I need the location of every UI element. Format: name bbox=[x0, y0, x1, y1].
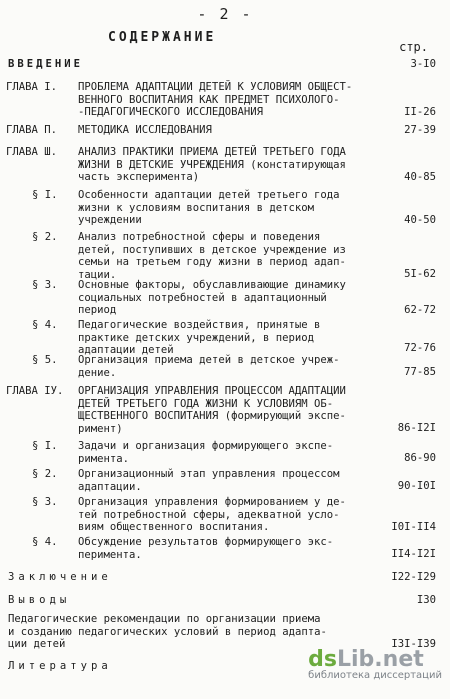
toc-entry-pages: II-26 bbox=[404, 106, 436, 118]
page-number: - 2 - bbox=[197, 5, 253, 23]
toc-entry-label: § 4. bbox=[32, 319, 58, 331]
toc-entry-text: Основные факторы, обуславливающие динамику социальных потребностей в адаптационный период bbox=[78, 279, 346, 316]
toc-entry-pages: 40-50 bbox=[404, 214, 436, 226]
toc-entry-pages: II4-I2I bbox=[391, 548, 436, 560]
toc-entry-text: АНАЛИЗ ПРАКТИКИ ПРИЕМА ДЕТЕЙ ТРЕТЬЕГО ГОДА ЖИЗНИ В ДЕТСКИЕ УЧРЕЖДЕНИЯ (констатирующая часть эксперимента) bbox=[78, 146, 346, 183]
toc-entry-label: ГЛАВА П. bbox=[6, 124, 58, 136]
toc-entry-text: ОРГАНИЗАЦИЯ УПРАВЛЕНИЯ ПРОЦЕССОМ АДАПТАЦИИ ДЕТЕЙ ТРЕТЬЕГО ГОДА ЖИЗНИ К УСЛОВИЯМ ОБ- ЩЕСТВЕННОГО ВОСПИТАНИЯ (формирующий экспе- римент) bbox=[78, 385, 346, 435]
watermark-logo bbox=[308, 647, 442, 681]
toc-entry-label: ГЛАВА Ш. bbox=[6, 146, 58, 158]
toc-entry-text: Особенности адаптации детей третьего года жизни к условиям воспитания в детском учреждении bbox=[78, 189, 340, 226]
toc-entry-pages: 27-39 bbox=[404, 124, 436, 136]
toc-entry-pages: 77-85 bbox=[404, 366, 436, 378]
toc-entry-label: ГЛАВА I. bbox=[6, 81, 58, 93]
pages-column-header: стр. bbox=[399, 40, 428, 54]
watermark-tagline: библиотека диссертаций bbox=[308, 670, 442, 681]
toc-entry-pages: I30 bbox=[416, 594, 436, 606]
toc-entry-text: Выводы bbox=[8, 594, 71, 606]
toc-entry-text: ВВЕДЕНИЕ bbox=[8, 58, 84, 70]
toc-entry-pages: 86-90 bbox=[404, 452, 436, 464]
toc-entry-label: § 2. bbox=[32, 231, 58, 243]
toc-entry-text: Анализ потребностной сферы и поведения детей, поступивших в детское учреждение из семьи на третьем году жизни в период адап- тации. bbox=[78, 231, 346, 281]
toc-entry-text: Педагогические воздействия, принятые в практике детских учреждений, в период адаптации детей bbox=[78, 319, 321, 356]
toc-entry-pages: 90-I0I bbox=[397, 480, 436, 492]
toc-entry-text: ПРОБЛЕМА АДАПТАЦИИ ДЕТЕЙ К УСЛОВИЯМ ОБЩЕСТ- ВЕННОГО ВОСПИТАНИЯ КАК ПРЕДМЕТ ПСИХОЛОГО- -ПЕДАГОГИЧЕСКОГО ИССЛЕДОВАНИЯ bbox=[78, 81, 353, 118]
toc-entry-text: Организация управления формированием у де- тей потребностной сферы, адекватной усло- виям общественного воспитания. bbox=[78, 496, 346, 533]
toc-entry-label: § 3. bbox=[32, 279, 58, 291]
toc-entry-text: Обсуждение результатов формирующего экс- перимента. bbox=[78, 536, 334, 561]
toc-entry-label: § I. bbox=[32, 189, 58, 201]
toc-entry-label: § 2. bbox=[32, 468, 58, 480]
toc-entry-pages: 72-76 bbox=[404, 342, 436, 354]
watermark-brand: dsLib.net bbox=[308, 647, 424, 672]
toc-entry-pages: 40-85 bbox=[404, 171, 436, 183]
toc-entry-label: § 4. bbox=[32, 536, 58, 548]
toc-entry-text: Организационный этап управления процессом адаптации. bbox=[78, 468, 340, 493]
toc-entry-pages: 3-I0 bbox=[410, 58, 436, 70]
toc-entry-label: § 3. bbox=[32, 496, 58, 508]
toc-entry-pages: 86-I2I bbox=[397, 422, 436, 434]
toc-entry-label: § 5. bbox=[32, 354, 58, 366]
toc-entry-text: Педагогические рекомендации по организации приема и созданию педагогических условий в период адапта- ции детей bbox=[8, 613, 327, 650]
toc-entry-text: Организация приема детей в детское учреж- дение. bbox=[78, 354, 340, 379]
toc-entry-pages: I22-I29 bbox=[391, 571, 436, 583]
toc-entry-pages: I0I-II4 bbox=[391, 521, 436, 533]
toc-entry-label: ГЛАВА IУ. bbox=[6, 385, 64, 397]
toc-entry-label: § I. bbox=[32, 440, 58, 452]
page-title: СОДЕРЖАНИЕ bbox=[108, 30, 217, 45]
toc-entry-pages: 62-72 bbox=[404, 304, 436, 316]
toc-entry-pages: I3I-I39 bbox=[391, 638, 436, 650]
toc-entry-pages: 5I-62 bbox=[404, 268, 436, 280]
toc-entry-text: Задачи и организация формирующего экспе- римента. bbox=[78, 440, 334, 465]
toc-entry-text: Заключение bbox=[8, 571, 112, 583]
toc-entry-text: МЕТОДИКА ИССЛЕДОВАНИЯ bbox=[78, 124, 212, 136]
toc-entry-text: Литература bbox=[8, 660, 112, 672]
